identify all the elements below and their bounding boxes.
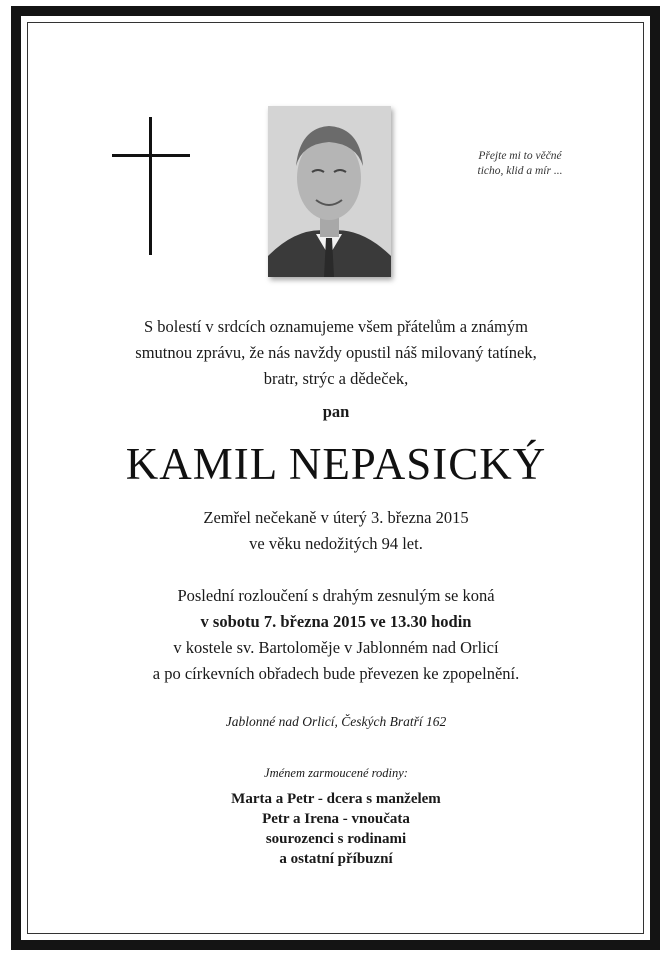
death-info xyxy=(40,505,632,557)
title-word: pan xyxy=(322,402,350,421)
funeral-line: Poslední rozloučení s drahým zesnulým se koná xyxy=(177,586,495,605)
family-list xyxy=(40,789,632,869)
deceased-name: KAMIL NEPASICKÝ xyxy=(125,439,547,489)
family-address: Jablonné nad Orlicí, Českých Bratří 162 xyxy=(225,714,447,729)
intro-line: bratr, strýc a dědeček, xyxy=(263,369,409,388)
family-member: Petr a Irena - vnoučata xyxy=(262,811,410,827)
portrait-photo xyxy=(268,106,391,277)
funeral-date: v sobotu 7. března 2015 ve 13.30 hodin xyxy=(200,612,472,631)
family-member: Marta a Petr - dcera s manželem xyxy=(231,791,441,807)
motto-line: Přejte mi to věčné xyxy=(478,150,562,162)
cross-icon xyxy=(112,117,190,255)
family-member: sourozenci s rodinami xyxy=(265,831,407,847)
family-member: a ostatní příbuzní xyxy=(279,851,393,867)
intro-line: smutnou zprávu, že nás navždy opustil náš milovaný tatínek, xyxy=(135,343,537,362)
motto xyxy=(440,149,600,179)
motto-line: ticho, klid a mír ... xyxy=(477,165,563,177)
announcement-intro xyxy=(40,314,632,392)
funeral-line: a po církevních obřadech bude převezen ke zpopelnění. xyxy=(152,664,520,683)
funeral-line: v kostele sv. Bartoloměje v Jablonném nad Orlicí xyxy=(173,638,499,657)
death-line: Zemřel nečekaně v úterý 3. března 2015 xyxy=(203,508,469,527)
funeral-info xyxy=(40,583,632,687)
intro-line: S bolestí v srdcích oznamujeme všem přátelům a známým xyxy=(144,317,528,336)
family-intro: Jménem zarmoucené rodiny: xyxy=(264,766,408,780)
death-line: ve věku nedožitých 94 let. xyxy=(249,534,423,553)
